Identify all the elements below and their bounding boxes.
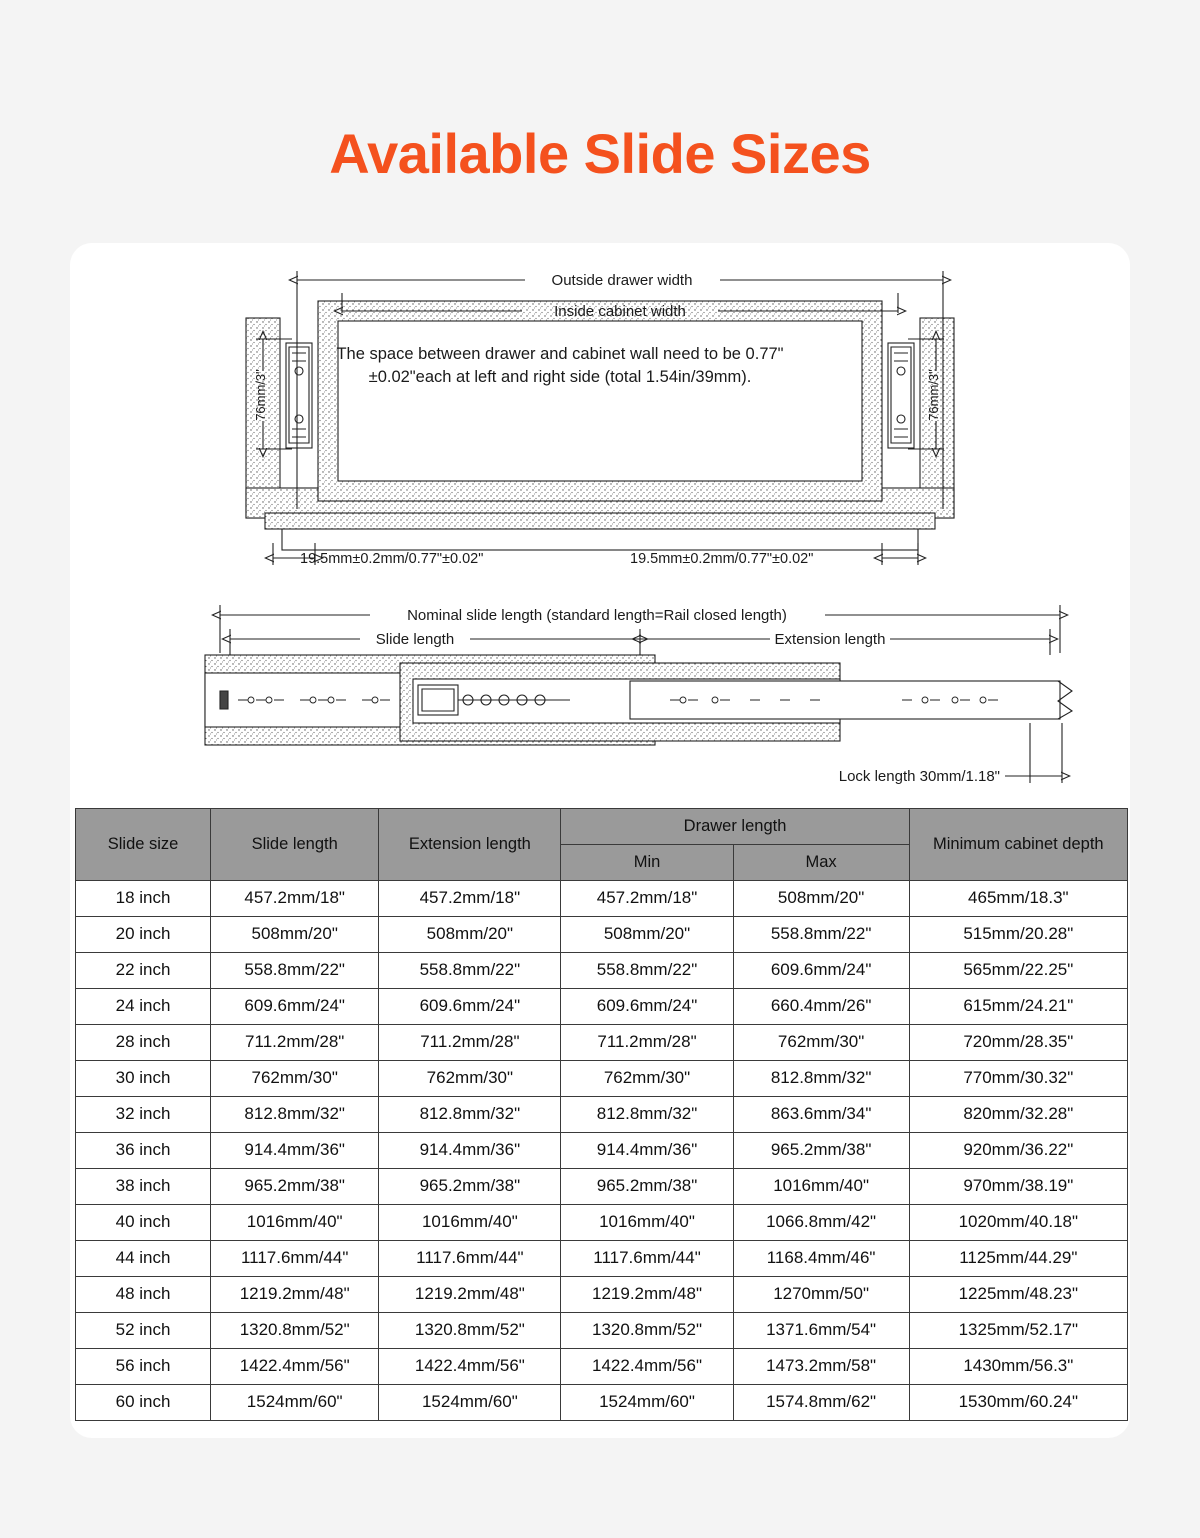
cell-slide-size: 32 inch <box>76 1096 211 1132</box>
cell-drawer-min: 812.8mm/32" <box>561 1096 733 1132</box>
cell-extension-length: 711.2mm/28" <box>379 1024 561 1060</box>
table-row <box>76 1204 1128 1240</box>
label-nominal-length: Nominal slide length (standard length=Rail closed length) <box>407 606 787 624</box>
cell-drawer-max: 1574.8mm/62" <box>733 1384 909 1420</box>
th-slide-length: Slide length <box>211 808 379 880</box>
cell-min-cabinet-depth: 1325mm/52.17" <box>909 1312 1127 1348</box>
table-row <box>76 1132 1128 1168</box>
cell-min-cabinet-depth: 465mm/18.3" <box>909 880 1127 916</box>
cell-drawer-max: 1168.4mm/46" <box>733 1240 909 1276</box>
label-gap-right: 19.5mm±0.2mm/0.77"±0.02" <box>630 550 814 567</box>
cell-min-cabinet-depth: 1430mm/56.3" <box>909 1348 1127 1384</box>
page-title: Available Slide Sizes <box>329 121 871 185</box>
cell-drawer-max: 762mm/30" <box>733 1024 909 1060</box>
cell-drawer-min: 965.2mm/38" <box>561 1168 733 1204</box>
table-row <box>76 1168 1128 1204</box>
table-row <box>76 1096 1128 1132</box>
cell-min-cabinet-depth: 515mm/20.28" <box>909 916 1127 952</box>
th-min-cabinet-depth: Minimum cabinet depth <box>909 808 1127 880</box>
cell-drawer-max: 965.2mm/38" <box>733 1132 909 1168</box>
label-inside-cabinet-width: Inside cabinet width <box>554 302 686 320</box>
cell-drawer-max: 1066.8mm/42" <box>733 1204 909 1240</box>
cell-drawer-max: 558.8mm/22" <box>733 916 909 952</box>
cell-slide-length: 762mm/30" <box>211 1060 379 1096</box>
cell-slide-size: 52 inch <box>76 1312 211 1348</box>
table-header-row-1 <box>76 808 1128 844</box>
cell-slide-length: 711.2mm/28" <box>211 1024 379 1060</box>
cell-drawer-min: 1016mm/40" <box>561 1204 733 1240</box>
cell-slide-size: 30 inch <box>76 1060 211 1096</box>
cell-slide-size: 48 inch <box>76 1276 211 1312</box>
table-row <box>76 1276 1128 1312</box>
table-body <box>76 880 1128 1420</box>
table-row <box>76 988 1128 1024</box>
cell-min-cabinet-depth: 820mm/32.28" <box>909 1096 1127 1132</box>
cell-drawer-min: 1320.8mm/52" <box>561 1312 733 1348</box>
cell-extension-length: 914.4mm/36" <box>379 1132 561 1168</box>
cell-extension-length: 508mm/20" <box>379 916 561 952</box>
table-row <box>76 1240 1128 1276</box>
cell-extension-length: 1117.6mm/44" <box>379 1240 561 1276</box>
table-row <box>76 1384 1128 1420</box>
cell-drawer-min: 1219.2mm/48" <box>561 1276 733 1312</box>
cell-drawer-min: 1117.6mm/44" <box>561 1240 733 1276</box>
cell-slide-length: 1422.4mm/56" <box>211 1348 379 1384</box>
content-card <box>70 243 1130 1438</box>
cell-slide-size: 20 inch <box>76 916 211 952</box>
cell-drawer-max: 1473.2mm/58" <box>733 1348 909 1384</box>
cell-min-cabinet-depth: 1020mm/40.18" <box>909 1204 1127 1240</box>
cell-min-cabinet-depth: 615mm/24.21" <box>909 988 1127 1024</box>
cell-min-cabinet-depth: 565mm/22.25" <box>909 952 1127 988</box>
label-gap-left: 19.5mm±0.2mm/0.77"±0.02" <box>300 550 484 567</box>
cell-extension-length: 1016mm/40" <box>379 1204 561 1240</box>
cell-slide-length: 965.2mm/38" <box>211 1168 379 1204</box>
cell-min-cabinet-depth: 970mm/38.19" <box>909 1168 1127 1204</box>
cell-min-cabinet-depth: 770mm/30.32" <box>909 1060 1127 1096</box>
cell-extension-length: 762mm/30" <box>379 1060 561 1096</box>
table-row <box>76 916 1128 952</box>
cell-slide-length: 1117.6mm/44" <box>211 1240 379 1276</box>
th-drawer-min: Min <box>561 844 733 880</box>
cell-min-cabinet-depth: 920mm/36.22" <box>909 1132 1127 1168</box>
cell-drawer-max: 812.8mm/32" <box>733 1060 909 1096</box>
table-row <box>76 1024 1128 1060</box>
cell-slide-length: 914.4mm/36" <box>211 1132 379 1168</box>
label-right-height: 76mm/3" <box>926 368 941 421</box>
cell-slide-size: 36 inch <box>76 1132 211 1168</box>
cell-drawer-min: 457.2mm/18" <box>561 880 733 916</box>
cell-slide-size: 38 inch <box>76 1168 211 1204</box>
cell-extension-length: 609.6mm/24" <box>379 988 561 1024</box>
cell-min-cabinet-depth: 1530mm/60.24" <box>909 1384 1127 1420</box>
cell-slide-length: 1219.2mm/48" <box>211 1276 379 1312</box>
clearance-note: The space between drawer and cabinet wall need to be 0.77" ±0.02"each at left and right side (total 1.54in/39mm). <box>336 344 784 387</box>
cell-extension-length: 1320.8mm/52" <box>379 1312 561 1348</box>
cell-drawer-max: 1371.6mm/54" <box>733 1312 909 1348</box>
cell-slide-size: 28 inch <box>76 1024 211 1060</box>
label-outside-drawer-width: Outside drawer width <box>551 271 693 289</box>
cell-drawer-max: 1016mm/40" <box>733 1168 909 1204</box>
label-extension-length: Extension length <box>774 630 886 648</box>
cell-slide-length: 1016mm/40" <box>211 1204 379 1240</box>
cell-extension-length: 457.2mm/18" <box>379 880 561 916</box>
cell-drawer-min: 1422.4mm/56" <box>561 1348 733 1384</box>
cell-drawer-min: 762mm/30" <box>561 1060 733 1096</box>
cell-slide-size: 56 inch <box>76 1348 211 1384</box>
table-row <box>76 952 1128 988</box>
cell-extension-length: 558.8mm/22" <box>379 952 561 988</box>
th-drawer-max: Max <box>733 844 909 880</box>
cell-slide-length: 1524mm/60" <box>211 1384 379 1420</box>
cell-drawer-min: 711.2mm/28" <box>561 1024 733 1060</box>
table-row <box>76 1312 1128 1348</box>
th-drawer-length: Drawer length <box>561 808 909 844</box>
diagram-svg <box>70 243 1130 803</box>
cell-slide-length: 609.6mm/24" <box>211 988 379 1024</box>
slide-size-table-wrapper <box>75 808 1130 1421</box>
cell-min-cabinet-depth: 1225mm/48.23" <box>909 1276 1127 1312</box>
cell-min-cabinet-depth: 720mm/28.35" <box>909 1024 1127 1060</box>
cell-drawer-max: 863.6mm/34" <box>733 1096 909 1132</box>
cell-extension-length: 1219.2mm/48" <box>379 1276 561 1312</box>
table-row <box>76 1060 1128 1096</box>
cell-slide-size: 40 inch <box>76 1204 211 1240</box>
cell-drawer-max: 508mm/20" <box>733 880 909 916</box>
cell-drawer-min: 508mm/20" <box>561 916 733 952</box>
cell-drawer-min: 609.6mm/24" <box>561 988 733 1024</box>
th-slide-size: Slide size <box>76 808 211 880</box>
slide-size-table <box>75 808 1128 1421</box>
cell-slide-length: 558.8mm/22" <box>211 952 379 988</box>
cell-extension-length: 812.8mm/32" <box>379 1096 561 1132</box>
cell-extension-length: 1422.4mm/56" <box>379 1348 561 1384</box>
table-head <box>76 808 1128 880</box>
cell-extension-length: 1524mm/60" <box>379 1384 561 1420</box>
cell-slide-size: 44 inch <box>76 1240 211 1276</box>
slide-dimension-diagram <box>70 243 1130 803</box>
th-extension-length: Extension length <box>379 808 561 880</box>
cell-slide-size: 22 inch <box>76 952 211 988</box>
cell-drawer-min: 914.4mm/36" <box>561 1132 733 1168</box>
cell-slide-size: 60 inch <box>76 1384 211 1420</box>
table-row <box>76 1348 1128 1384</box>
cell-drawer-max: 609.6mm/24" <box>733 952 909 988</box>
cell-drawer-min: 558.8mm/22" <box>561 952 733 988</box>
cell-drawer-min: 1524mm/60" <box>561 1384 733 1420</box>
page-root <box>0 38 1200 1538</box>
cell-slide-length: 508mm/20" <box>211 916 379 952</box>
cell-slide-size: 24 inch <box>76 988 211 1024</box>
table-row <box>76 880 1128 916</box>
cell-slide-length: 1320.8mm/52" <box>211 1312 379 1348</box>
cell-slide-length: 457.2mm/18" <box>211 880 379 916</box>
cell-min-cabinet-depth: 1125mm/44.29" <box>909 1240 1127 1276</box>
label-slide-length: Slide length <box>375 630 455 648</box>
cell-drawer-max: 1270mm/50" <box>733 1276 909 1312</box>
cell-drawer-max: 660.4mm/26" <box>733 988 909 1024</box>
label-left-height: 76mm/3" <box>253 368 268 421</box>
cell-extension-length: 965.2mm/38" <box>379 1168 561 1204</box>
cell-slide-size: 18 inch <box>76 880 211 916</box>
cell-slide-length: 812.8mm/32" <box>211 1096 379 1132</box>
label-lock-length: Lock length 30mm/1.18" <box>838 767 1000 785</box>
